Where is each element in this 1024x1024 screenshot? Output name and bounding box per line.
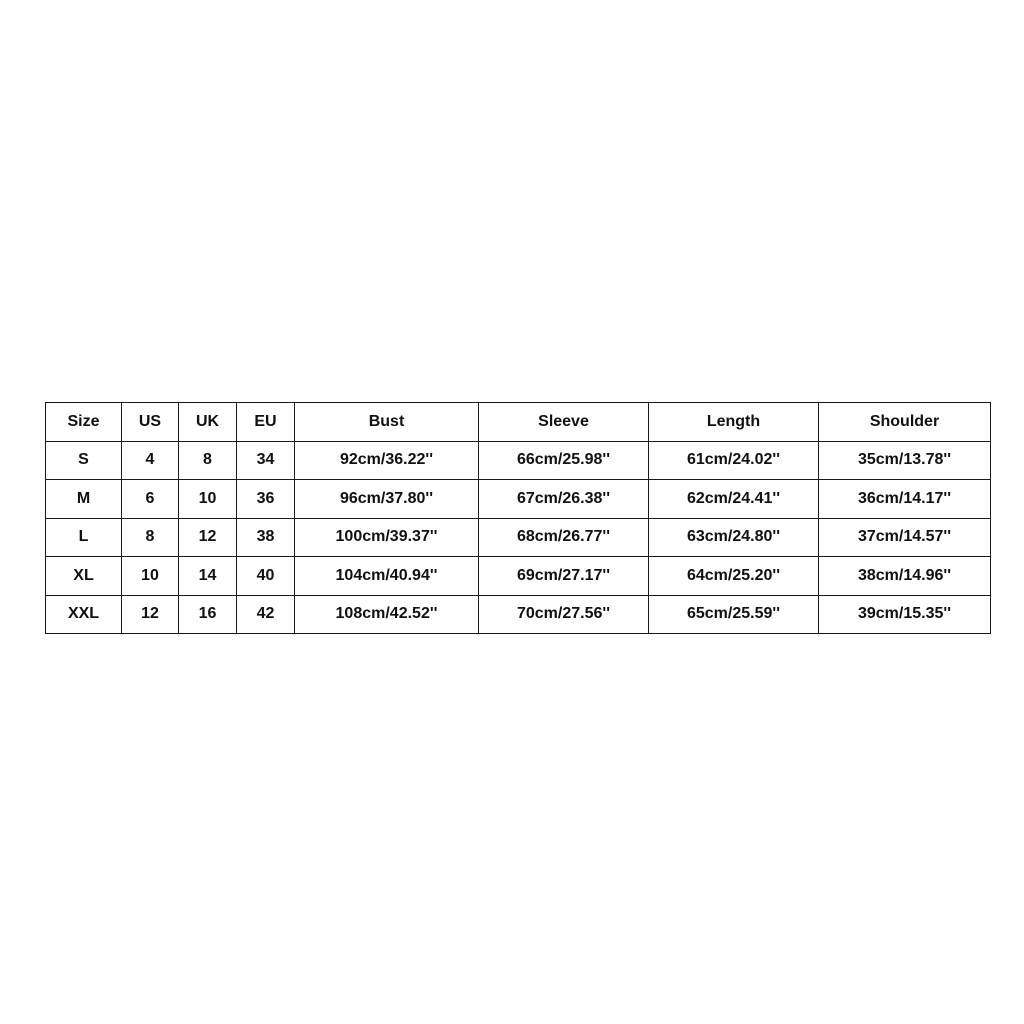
cell-length: 64cm/25.20'' — [649, 557, 819, 596]
table-row — [46, 557, 991, 596]
header-shoulder: Shoulder — [819, 403, 991, 442]
header-sleeve: Sleeve — [479, 403, 649, 442]
cell-bust: 92cm/36.22'' — [295, 441, 479, 480]
cell-uk: 16 — [179, 595, 237, 634]
cell-bust: 104cm/40.94'' — [295, 557, 479, 596]
cell-us: 10 — [122, 557, 179, 596]
cell-uk: 8 — [179, 441, 237, 480]
cell-length: 61cm/24.02'' — [649, 441, 819, 480]
header-uk: UK — [179, 403, 237, 442]
header-length: Length — [649, 403, 819, 442]
cell-sleeve: 70cm/27.56'' — [479, 595, 649, 634]
cell-shoulder: 38cm/14.96'' — [819, 557, 991, 596]
table-row — [46, 480, 991, 519]
cell-shoulder: 37cm/14.57'' — [819, 518, 991, 557]
header-row — [46, 403, 991, 442]
cell-eu: 36 — [237, 480, 295, 519]
cell-sleeve: 67cm/26.38'' — [479, 480, 649, 519]
cell-length: 63cm/24.80'' — [649, 518, 819, 557]
cell-size: S — [46, 441, 122, 480]
cell-shoulder: 36cm/14.17'' — [819, 480, 991, 519]
cell-bust: 96cm/37.80'' — [295, 480, 479, 519]
cell-size: XL — [46, 557, 122, 596]
cell-size: L — [46, 518, 122, 557]
cell-uk: 12 — [179, 518, 237, 557]
table-row — [46, 595, 991, 634]
cell-eu: 42 — [237, 595, 295, 634]
cell-us: 12 — [122, 595, 179, 634]
cell-uk: 14 — [179, 557, 237, 596]
cell-shoulder: 39cm/15.35'' — [819, 595, 991, 634]
table-row — [46, 441, 991, 480]
size-chart — [45, 402, 990, 634]
cell-length: 62cm/24.41'' — [649, 480, 819, 519]
cell-size: M — [46, 480, 122, 519]
header-us: US — [122, 403, 179, 442]
size-table — [45, 402, 991, 634]
cell-bust: 108cm/42.52'' — [295, 595, 479, 634]
header-size: Size — [46, 403, 122, 442]
cell-eu: 34 — [237, 441, 295, 480]
cell-shoulder: 35cm/13.78'' — [819, 441, 991, 480]
cell-size: XXL — [46, 595, 122, 634]
table-row — [46, 518, 991, 557]
cell-eu: 40 — [237, 557, 295, 596]
header-bust: Bust — [295, 403, 479, 442]
cell-us: 8 — [122, 518, 179, 557]
cell-uk: 10 — [179, 480, 237, 519]
cell-eu: 38 — [237, 518, 295, 557]
cell-length: 65cm/25.59'' — [649, 595, 819, 634]
cell-sleeve: 68cm/26.77'' — [479, 518, 649, 557]
cell-us: 4 — [122, 441, 179, 480]
cell-sleeve: 66cm/25.98'' — [479, 441, 649, 480]
cell-bust: 100cm/39.37'' — [295, 518, 479, 557]
cell-us: 6 — [122, 480, 179, 519]
header-eu: EU — [237, 403, 295, 442]
cell-sleeve: 69cm/27.17'' — [479, 557, 649, 596]
